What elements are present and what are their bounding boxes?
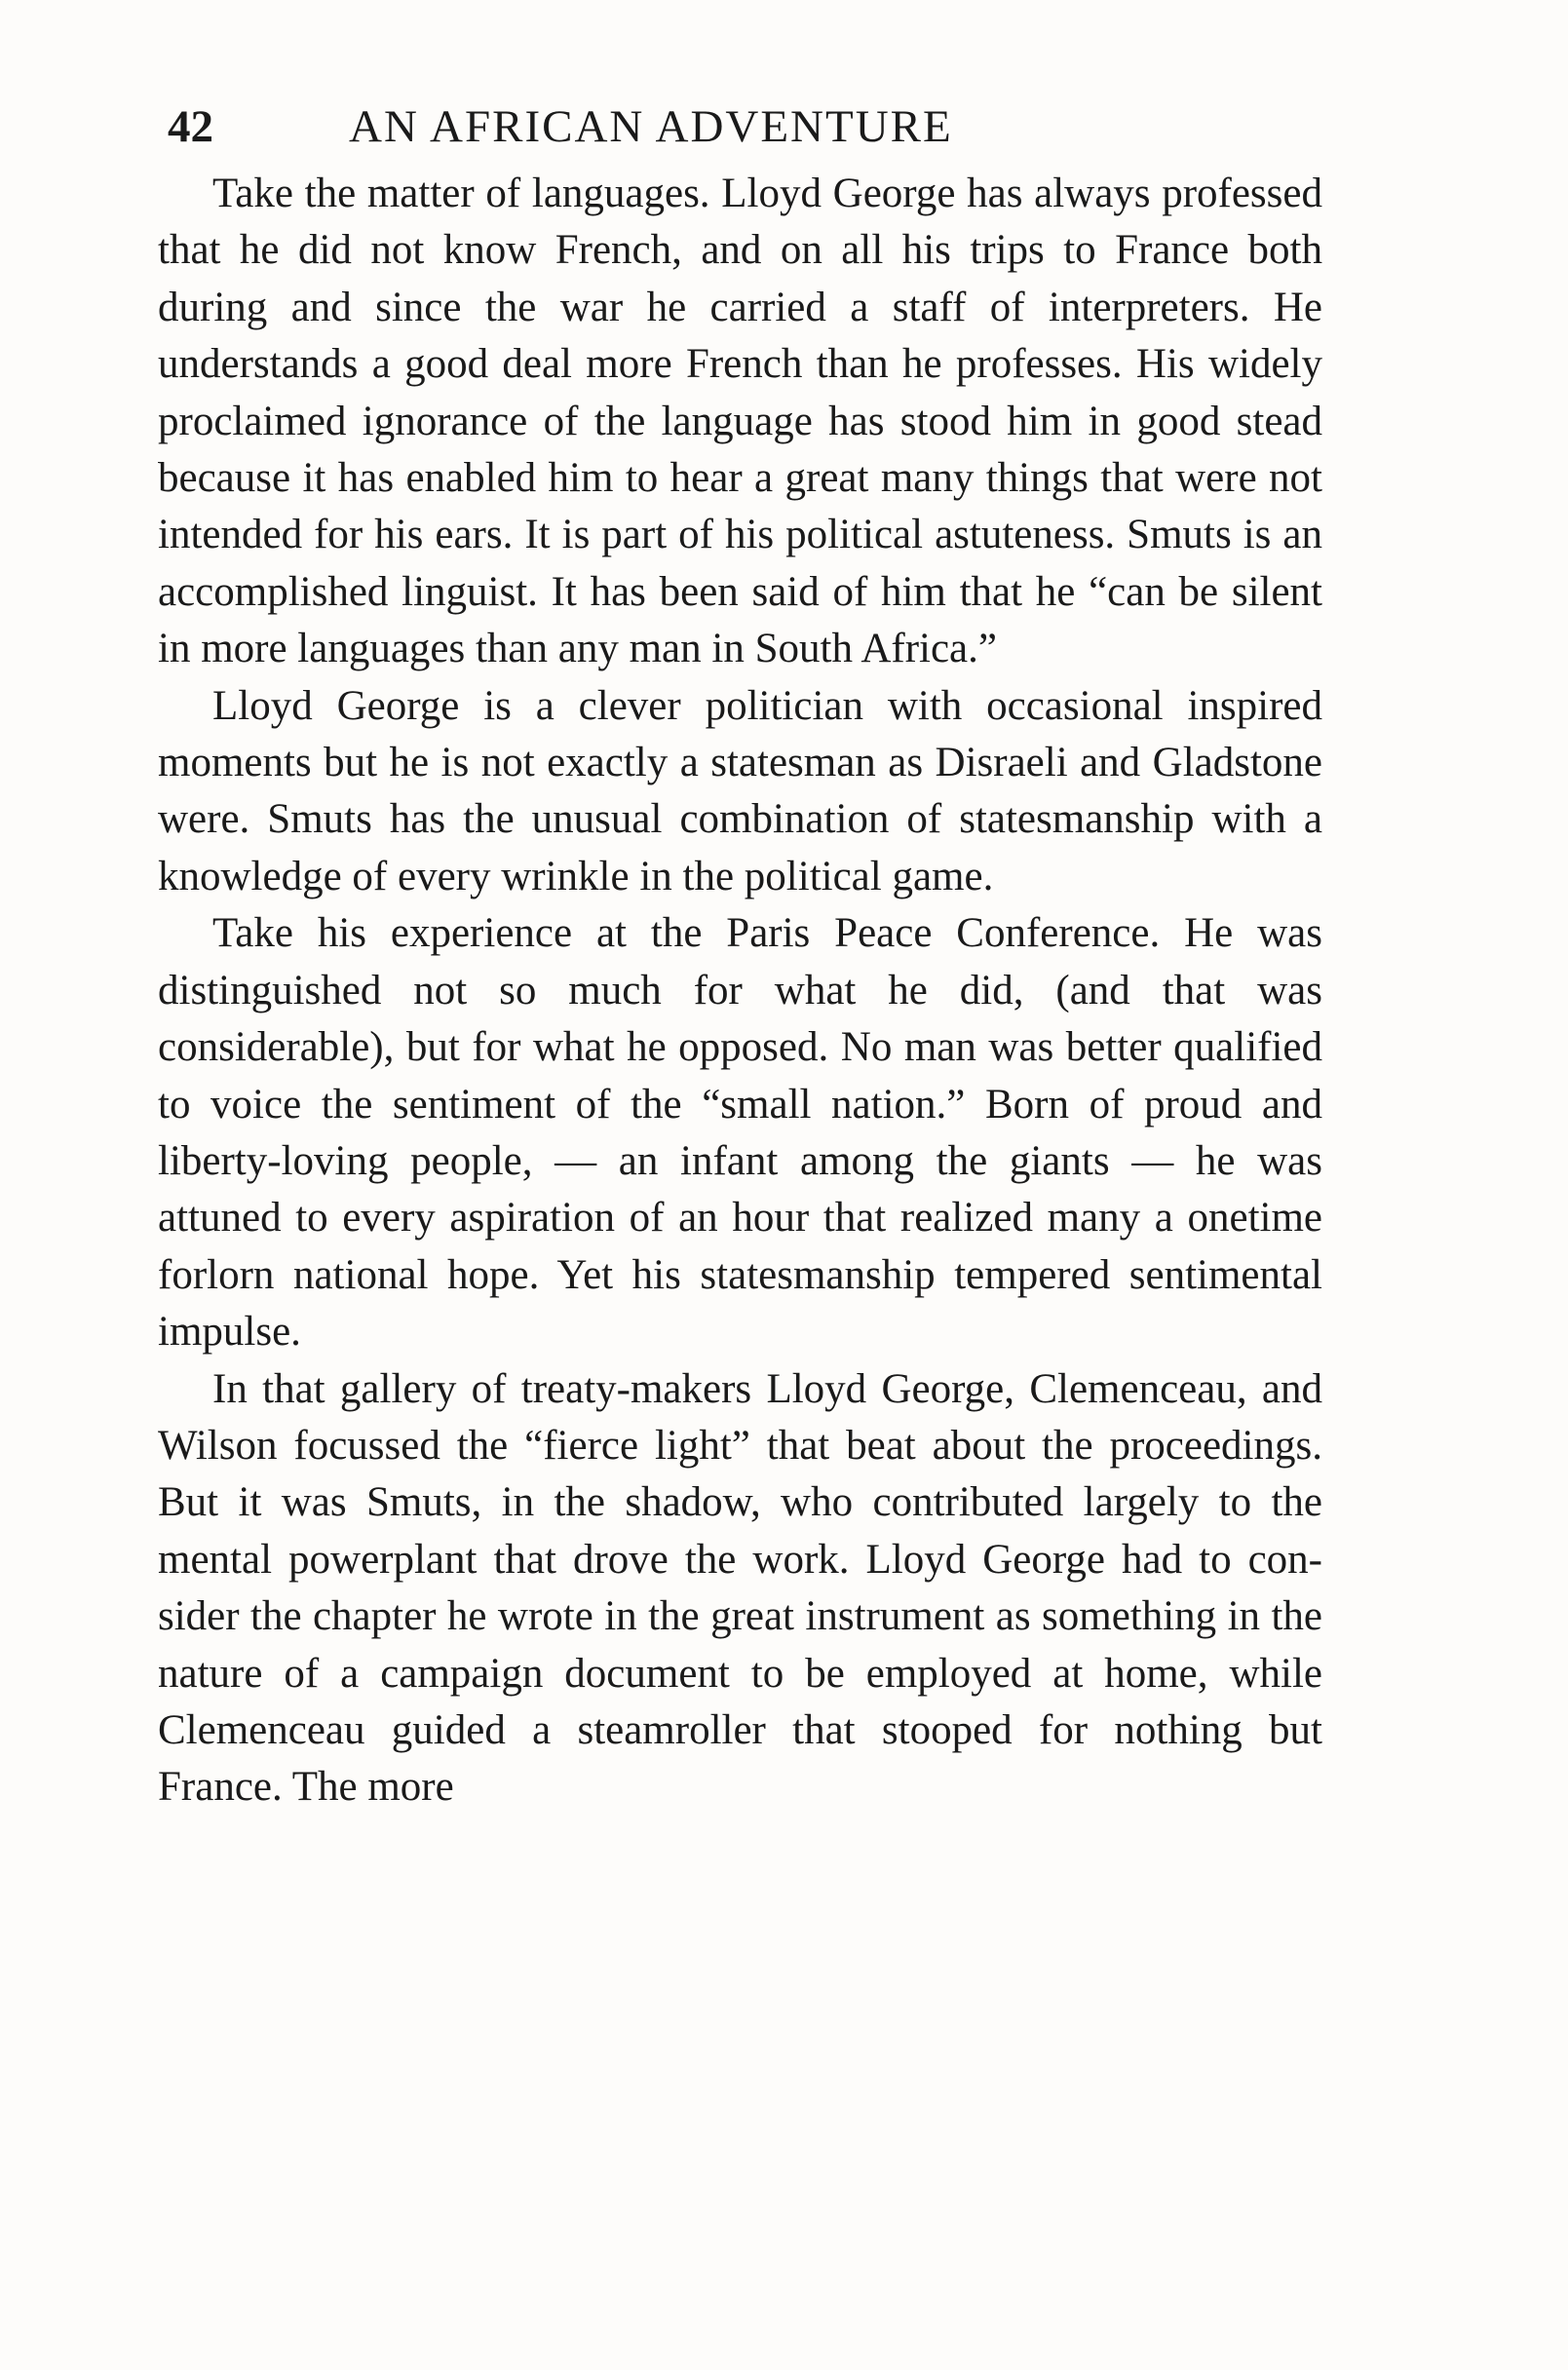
- running-title: AN AFRICAN ADVENTURE: [349, 101, 953, 152]
- running-head: [158, 88, 1322, 166]
- book-page: [158, 88, 1322, 1816]
- paragraph-peace-conference: Take his experience at the Paris Peace Conference. He was distinguished not so much for what he did, (and that was considerable), but for what he opposed. No man was better qualified to voice the sentiment of the “small nation.” Born of proud and liberty-loving people, — an infant among the giants — he was attuned to every aspiration of an hour that realized many a onetime forlorn national hope. Yet his statesmanship tempered sentimental impulse.: [158, 910, 1322, 1356]
- paragraph-languages: Take the matter of languages. Lloyd George has always professed that he did not know French, and on all his trips to France both during and since the war he carried a staff of interpreters. He understands a good deal more French than he professes. His widely proclaimed ignorance of the language has stood him in good stead because it has enabled him to hear a great many things that were not intended for his ears. It is part of his political astuteness. Smuts is an accomplished linguist. It has been said of him that he “can be silent in more languages than any man in South Africa.”: [158, 171, 1322, 672]
- body-text: [158, 166, 1322, 1816]
- page-number: 42: [168, 101, 213, 152]
- paragraph-politician: Lloyd George is a clever politician with occasional inspired moments but he is not exactly a statesman as Disraeli and Gladstone were. Smuts has the unusual combination of statesmanship with a knowledge of every wrinkle in the political game.: [158, 682, 1322, 899]
- paragraph-treaty-makers: In that gallery of treaty-makers Lloyd George, Clemenceau, and Wilson focussed the “fierce light” that beat about the proceedings. But it was Smuts, in the shadow, who contributed largely to the mental powerplant that drove the work. Lloyd George had to consider the chapter he wrote in the great instrument as something in the nature of a campaign document to be employed at home, while Clemenceau guided a steamroller that stooped for nothing but France. The more: [158, 1365, 1322, 1811]
